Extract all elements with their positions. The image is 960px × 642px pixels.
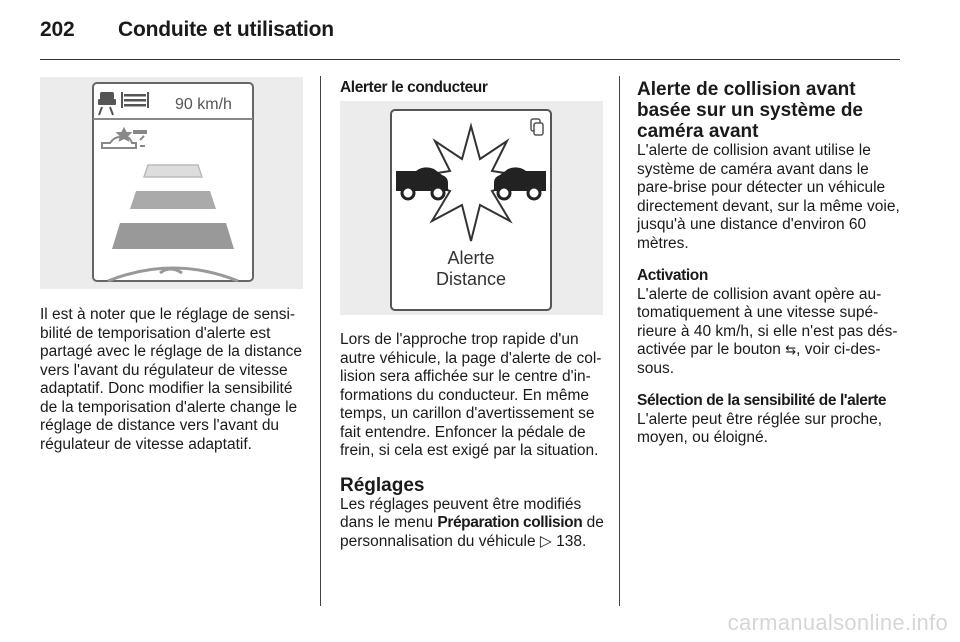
figure-distance-alert xyxy=(340,101,603,315)
column-2 xyxy=(340,331,605,551)
alert-label-line2: Distance xyxy=(435,269,507,289)
column-2-heading xyxy=(340,79,605,98)
activation-text-a: L'alerte de collision avant opère automatiquement à une vitesse supérieure à 40 km/h, si elle n'est pas désactivée par le bouton xyxy=(637,285,898,358)
menu-name-bold: Préparation collision xyxy=(437,514,583,531)
body-paragraph: L'alerte de collision avant utilise le système de caméra avant dans le pare-brise pour détecter un véhicule directement devant, sur la même voie, jusqu'à une distance d'environ 60 mètres. xyxy=(637,142,900,252)
body-paragraph: Lors de l'approche trop rapide d'un autre véhicule, la page d'alerte de collision sera affichée sur le centre d'informations du conducteur. En même temps, un carillon d'avertissement se fait entendre. Enfoncer la pédale de frein, si cela est exigé par la situation. xyxy=(340,331,602,459)
body-paragraph-settings xyxy=(340,496,605,552)
heading-settings: Réglages xyxy=(340,474,425,496)
page-reference: 138. xyxy=(556,532,587,550)
column-divider-1 xyxy=(320,76,321,606)
subheading-activation: Activation xyxy=(637,267,708,284)
column-3 xyxy=(637,79,902,448)
page-title: Conduite et utilisation xyxy=(118,18,334,41)
activation-text-b: , voir ci-dessous. xyxy=(637,341,881,377)
page-ref-arrow-icon: ▷ xyxy=(539,532,552,550)
page-number: 202 xyxy=(40,18,75,41)
header-rule xyxy=(40,59,900,60)
figure-cruise-display xyxy=(40,77,303,289)
settings-text-b: de personnalisation du véhicule xyxy=(340,514,604,550)
body-paragraph-sensitivity: L'alerte peut être réglée sur proche, moyen, ou éloigné. xyxy=(637,410,883,446)
speed-readout: 90 km/h xyxy=(175,96,232,113)
distance-alert-illustration xyxy=(340,101,603,315)
settings-text-a: Les réglages peuvent être modifiés dans le menu xyxy=(340,495,582,531)
column-divider-2 xyxy=(619,76,620,606)
page-header xyxy=(40,18,334,42)
heading-forward-collision: Alerte de collision avant basée sur un système de caméra avant xyxy=(637,79,863,142)
alert-label-line1: Alerte xyxy=(447,248,495,268)
follow-distance-icon xyxy=(121,92,149,108)
body-paragraph-activation xyxy=(637,286,902,379)
subheading-alert-driver: Alerter le conducteur xyxy=(340,79,488,96)
watermark: carmanualsonline.info xyxy=(727,610,948,635)
body-paragraph: Il est à noter que le réglage de sensibilité de temporisation d'alerte est partagé avec le réglage de la distance vers l'avant du régulateur de vitesse adaptatif. Donc modifier la sensibilité de la temporisation d'alerte change le réglage de distance vers l'avant du régulateur de vitesse adaptatif. xyxy=(40,306,302,453)
collision-alert-button-icon: ⇆ xyxy=(785,342,797,357)
column-1 xyxy=(40,306,305,454)
cruise-display-illustration xyxy=(40,77,303,289)
subheading-sensitivity: Sélection de la sensibilité de l'alerte xyxy=(637,392,887,409)
